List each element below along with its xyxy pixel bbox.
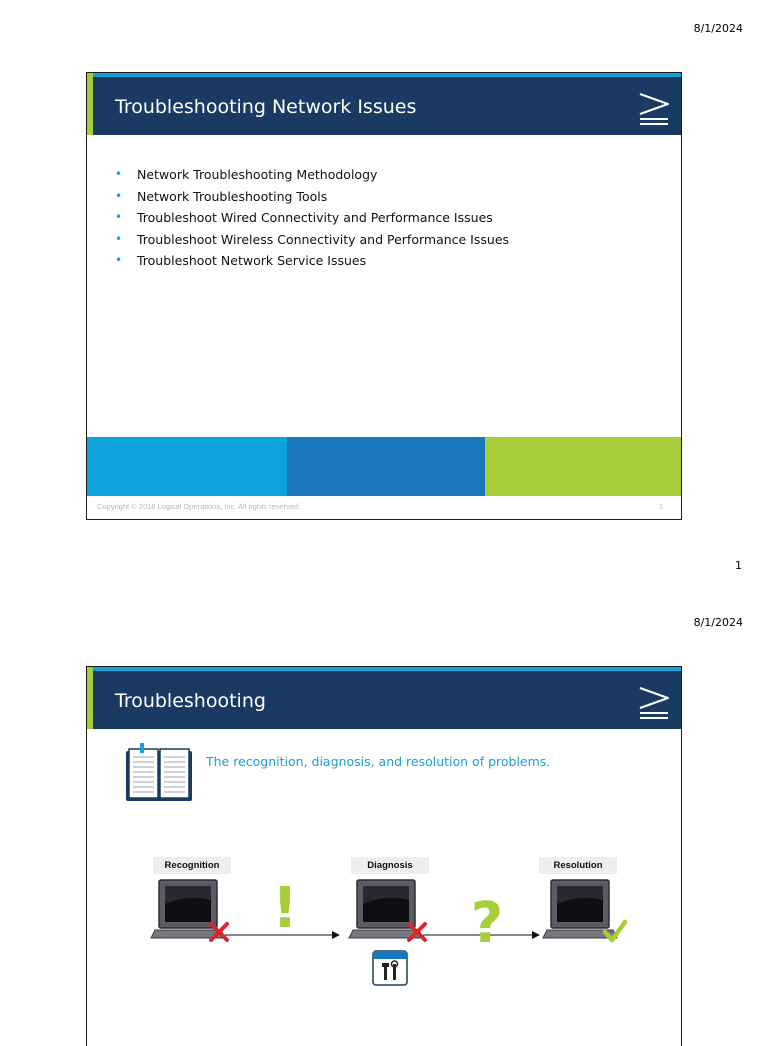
- bullet-item: • Troubleshoot Wired Connectivity and Performance Issues: [115, 210, 493, 225]
- slide-title: Troubleshooting: [115, 690, 266, 712]
- bullet-item: • Troubleshoot Wireless Connectivity and Performance Issues: [115, 231, 510, 247]
- exclamation-symbol: !: [272, 876, 298, 941]
- header-accent-bar: [87, 73, 93, 135]
- step-label: Recognition: [153, 857, 231, 874]
- slide-number: 1: [658, 502, 663, 511]
- page-date: 8/1/2024: [693, 616, 743, 629]
- bullet-list: [113, 164, 509, 272]
- definition-text: The recognition, diagnosis, and resolution of problems.: [206, 754, 551, 769]
- bullet-item: • Network Troubleshooting Methodology: [115, 167, 378, 182]
- step-label: Diagnosis: [351, 857, 429, 874]
- toolbox-icon: [373, 951, 407, 985]
- logo-chevron-icon: [637, 91, 671, 127]
- footer-band-cyan: [87, 437, 287, 496]
- page-number: 1: [735, 559, 742, 572]
- troubleshooting-flow-diagram: [87, 872, 682, 992]
- footer-band-blue: [287, 437, 485, 496]
- slide-header: [87, 73, 681, 135]
- bullet-item: • Network Troubleshooting Tools: [115, 188, 328, 204]
- logo-chevron-icon: [637, 685, 671, 721]
- book-icon: [123, 743, 195, 805]
- question-symbol: ?: [470, 891, 504, 956]
- header-accent-bar: [87, 667, 93, 729]
- slide-header: [87, 667, 681, 729]
- step-label: Resolution: [539, 857, 617, 874]
- page-date: 8/1/2024: [693, 22, 743, 35]
- bullet-item: • Troubleshoot Network Service Issues: [115, 253, 367, 268]
- slide-1: [86, 72, 682, 520]
- copyright-text: Copyright © 2018 Logical Operations, Inc. All rights reserved.: [97, 502, 301, 511]
- laptop-icon: [543, 880, 617, 938]
- slide-title: Troubleshooting Network Issues: [115, 96, 417, 118]
- footer-band-green: [485, 437, 682, 496]
- slide-2: [86, 666, 682, 1046]
